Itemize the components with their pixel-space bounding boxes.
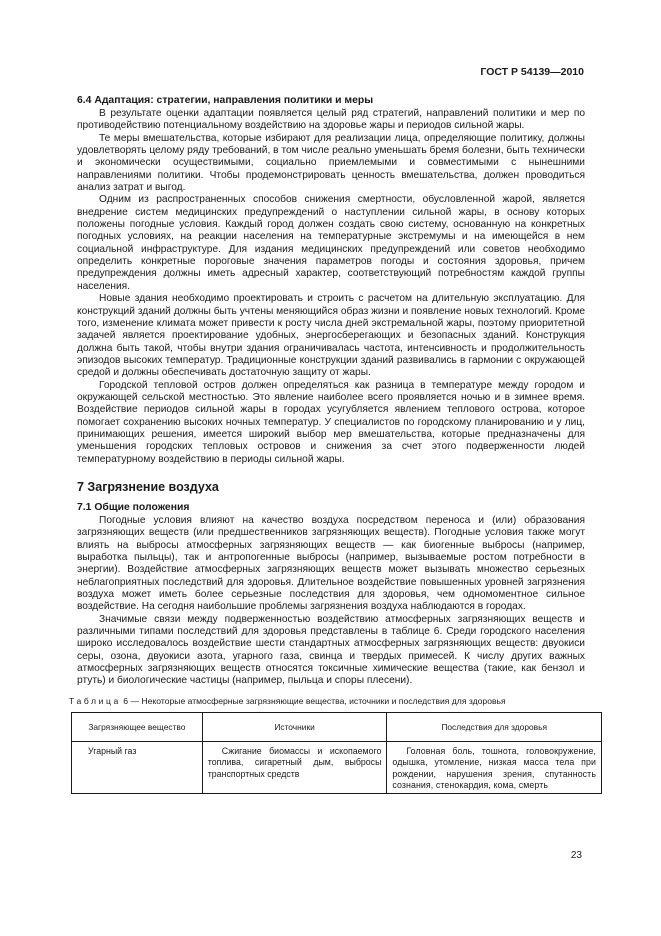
table-caption	[69, 696, 585, 707]
cell-effects: Головная боль, тошнота, головокружение, одышка, утомление, низкая масса тела при рождении, нарушения зрения, спутанность сознания, стенокардия, кома, смерть	[387, 741, 602, 794]
document-id: ГОСТ Р 54139—2010	[480, 66, 584, 78]
paragraph: Одним из распространенных способов снижения смертности, обусловленной жарой, является внедрение систем медицинских предупреждений о наступлении сильной жары, в основу которых положены погодные условия. Каждый город должен создать свою систему, основанную на конкретных погодных условиях, на реакции населения на температурные экстремумы и на имеющейся в нем социальной инфраструктуре. Для издания медицинских предупреждений или советов необходимо определить конкретные пороговые значения параметров погоды и состояния здоровья, причем предупреждения должны иметь адресный характер, соответствующий потребностям каждой группы населения.	[77, 194, 585, 292]
paragraph: Городской тепловой остров должен определяться как разница в температуре между городом и окружающей сельской местностью. Это явление наиболее всего проявляется ночью и в зимнее время. Воздействие периодов сильной жары в городах усугубляется явлением теплового острова, которое помогает сохранению высоких ночных температур. У специалистов по городскому планированию и у лиц, принимающих решения, имеется широкий выбор мер вмешательства, которые предназначены для уменьшения городских тепловых островов и снижения за счет этого подверженности людей температурному воздействию в периоды сильной жары.	[77, 379, 585, 465]
section-7-heading: 7 Загрязнение воздуха	[77, 479, 219, 494]
column-header-pollutant: Загрязняющее вещество	[72, 712, 203, 741]
paragraph: Те меры вмешательства, которые избирают для реализации лица, определяющие политику, должны удовлетворять целому ряду требований, в том числе реально уменьшать бремя болезни, быть технически и экономически осуществимыми, социально приемлемыми и совместимыми с нынешними направлениями политики. Чтобы продемонстрировать ценность вмешательства, должен проводиться анализ затрат и выгод.	[77, 132, 585, 194]
paragraph: Новые здания необходимо проектировать и строить с расчетом на длительную эксплуатацию. Для конструкций зданий должны быть учтены меняющийся образ жизни и появление новых технологий. Кроме того, изменение климата может привести к росту числа дней экстремальной жары, поэтому приоритетной задачей является проектирование удобных, энергосберегающих и безопасных зданий. Конструкция должна быть такой, чтобы внутри здания ограничивалась частота, интенсивность и продолжительность эпизодов высоких температур. Традиционные конструкции зданий развивались в гармонии с окружающей средой и должны обеспечивать достаточную защиту от жары.	[77, 293, 585, 379]
section-7-1-heading: 7.1 Общие положения	[77, 501, 190, 513]
paragraph: Значимые связи между подверженностью воздействию атмосферных загрязняющих веществ и различными типами последствий для здоровья представлены в таблице 6. Среди городского населения широко исследовалось воздействие шести стандартных атмосферных загрязняющих веществ: двуокиси серы, озона, двуокиси азота, угарного газа, свинца и твердых примесей. К числу других важных атмосферных загрязняющих веществ относятся токсичные химические вещества (такие, как бензол и ртуть) и биологические частицы (например, пыльца и споры плесени).	[77, 613, 585, 687]
page-content	[69, 94, 596, 794]
column-header-sources: Источники	[202, 712, 387, 741]
table-row	[72, 741, 602, 794]
paragraph: Погодные условия влияют на качество воздуха посредством переноса и (или) образования загрязняющих веществ (или предшественников загрязняющих веществ). Погодные условия также могут влиять на выбросы атмосферных загрязняющих веществ — как биогенные выбросы (например, выработка пыльцы), так и антропогенные выбросы (например, вызываемые ростом потребности в энергии). Воздействие атмосферных загрязняющих веществ может вызывать множество серьезных неблагоприятных последствий для здоровья. Длительное воздействие повышенных уровней загрязнения воздуха может иметь более серьезные последствия для здоровья, чем одномоментное сильное воздействие. На сегодня наибольшие проблемы загрязнения воздуха наблюдаются в городах.	[77, 514, 585, 613]
page-number: 23	[570, 850, 582, 861]
table-caption-label: Таблица	[69, 695, 121, 706]
pollutants-table	[71, 712, 602, 795]
cell-sources: Сжигание биомассы и ископаемого топлива, сигаретный дым, выбросы транспортных средств	[202, 741, 387, 794]
cell-pollutant: Угарный газ	[72, 741, 203, 794]
table-header-row	[72, 712, 602, 741]
table-caption-text: 6 — Некоторые атмосферные загрязняющие вещества, источники и последствия для здоровья	[120, 695, 506, 706]
column-header-effects: Последствия для здоровья	[387, 712, 602, 741]
paragraph: В результате оценки адаптации появляется целый ряд стратегий, направлений политики и мер по противодействию потенциальному воздействию на здоровье жары и периодов сильной жары.	[77, 108, 585, 132]
section-6-4-heading: 6.4 Адаптация: стратегии, направления политики и меры	[77, 95, 374, 106]
